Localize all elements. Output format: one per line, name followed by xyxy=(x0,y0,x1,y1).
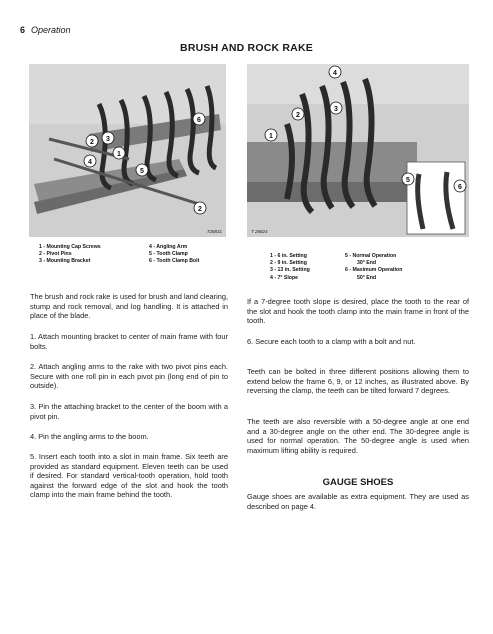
legend-item: 3 - Mounting Bracket xyxy=(39,258,91,265)
left-step-1: 1. Attach mounting bracket to center of main frame with four bolts. xyxy=(30,332,228,351)
left-step-3: 3. Pin the attaching bracket to the center of the boom with a pivot pin. xyxy=(30,402,228,421)
left-callout-3: 3 xyxy=(106,136,110,143)
left-step-2: 2. Attach angling arms to the rake with two pivot pins each. Secure with one roll pin in each pivot pin (long end of pin to outside). xyxy=(30,362,228,391)
left-figure-number: T26831 xyxy=(206,229,222,234)
right-callout-1: 1 xyxy=(269,133,273,140)
right-step-6: 6. Secure each tooth to a clamp with a bolt and nut. xyxy=(247,337,416,346)
left-para-intro: The brush and rock rake is used for brush and land clearing, stump and rock removal, and log handling. It is attached in place of the blade. xyxy=(30,292,228,321)
legend-item: 30° End xyxy=(357,260,377,267)
right-figure-number: T 26824 xyxy=(251,229,268,234)
legend-item: 5 - Normal Operation xyxy=(345,253,397,259)
legend-item: 2 - 9 in. Setting xyxy=(270,260,307,267)
legend-item: 50° End xyxy=(357,274,377,281)
left-callout-2: 2 xyxy=(90,139,94,146)
legend-item: 3 - 13 in. Setting xyxy=(270,267,310,274)
page-title: BRUSH AND ROCK RAKE xyxy=(180,42,313,54)
rake-assembly-photo xyxy=(29,64,226,237)
right-para-reversible: The teeth are also reversible with a 50-degree angle at one end and a 30-degree angle on the other end. The 30-degree angle is used for normal operation. The 50-degree angle is used when maximum lifting ability is required. xyxy=(247,417,469,455)
legend-item: 1 - 6 in. Setting xyxy=(270,253,307,259)
right-para-slope: If a 7-degree tooth slope is desired, place the tooth to the rear of the slot and hook the tooth clamp into the main frame in front of the tooth. xyxy=(247,297,469,326)
left-callout-1: 1 xyxy=(117,151,121,158)
legend-item: 6 - Maximum Operation xyxy=(345,267,403,274)
left-callout-6: 6 xyxy=(197,117,201,124)
left-callout-5: 5 xyxy=(140,168,144,175)
tooth-settings-illustration xyxy=(247,64,469,237)
rake-assembly-illustration xyxy=(29,64,226,237)
right-callout-5: 5 xyxy=(406,177,410,184)
legend-item: 5 - Tooth Clamp xyxy=(149,251,188,258)
section-name: Operation xyxy=(31,25,71,35)
page-header xyxy=(20,25,71,35)
left-callout-4: 4 xyxy=(88,159,92,166)
right-callout-6: 6 xyxy=(458,184,462,191)
right-callout-4: 4 xyxy=(333,70,337,77)
left-step-5: 5. Insert each tooth into a slot in main frame. Six teeth are provided as standard equipment. Eleven teeth can be used if desired. For standard vertical-tooth operation, hold tooth against the forward edge of the slot and hook the tooth clamp into the main frame behind the tooth. xyxy=(30,452,228,500)
tooth-settings-photo xyxy=(247,64,469,237)
legend-item: 2 - Pivot Pins xyxy=(39,251,72,258)
right-callout-2: 2 xyxy=(296,112,300,119)
gauge-shoes-text: Gauge shoes are available as extra equipment. They are used as described on page 4. xyxy=(247,492,469,511)
left-callout-2b: 2 xyxy=(198,206,202,213)
left-step-4: 4. Pin the angling arms to the boom. xyxy=(30,432,149,441)
legend-item: 6 - Tooth Clamp Bolt xyxy=(149,258,200,265)
page-number: 6 xyxy=(20,25,26,35)
right-callout-3: 3 xyxy=(334,106,338,113)
legend-item: 1 - Mounting Cap Screws xyxy=(39,244,101,250)
gauge-shoes-heading: GAUGE SHOES xyxy=(322,477,394,488)
right-para-positions: Teeth can be bolted in three different positions allowing them to extend below the frame 6, 9, or 12 inches, as illustrated above. By reversing the clamp, the teeth can be tilted forward 7 degrees. xyxy=(247,367,469,396)
legend-item: 4 - Angling Arm xyxy=(149,244,188,250)
legend-item: 4 - 7° Slope xyxy=(270,274,299,281)
